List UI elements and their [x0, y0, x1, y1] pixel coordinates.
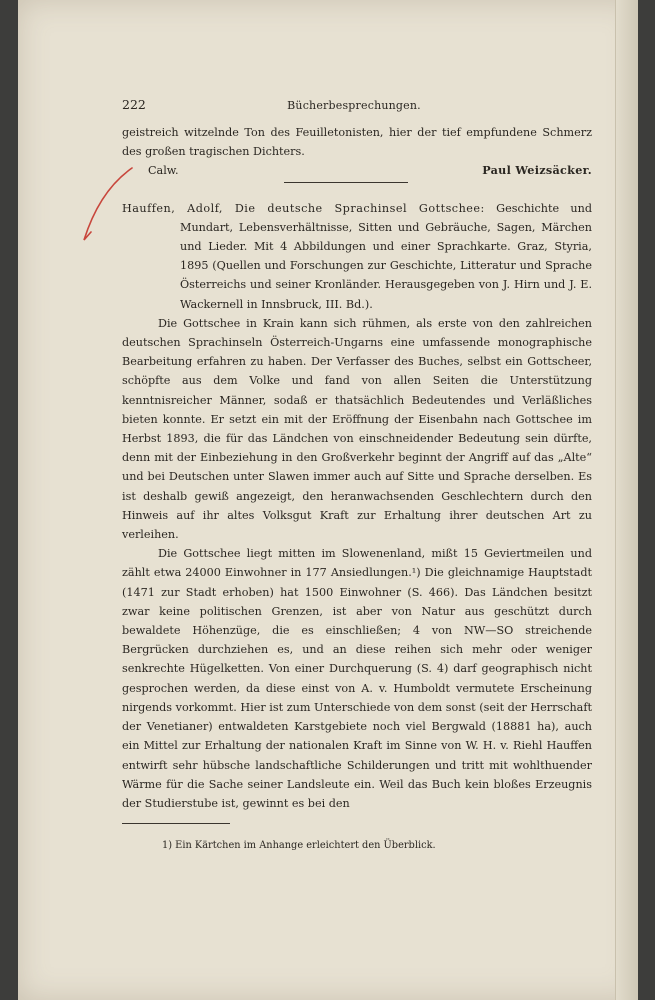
paragraph-2: Die Gottschee liegt mitten im Slowenenland, mißt 15 Geviertmeilen und zählt etwa 24000 Einwohner in 177 Ansiedlungen.¹) Die gleichnamige Hauptstadt (1471 zur Stadt erhoben) hat 1500 Einwohner (S. 466). Das Ländchen besitzt zwar keine politischen Grenzen, ist aber von Natur aus geschützt durch bewaldete Höhenzüge, die es einschließen; 4 von NW—SO streichende Bergrücken durchziehen es, und an diese reihen sich mehr oder weniger senkrechte Hügelketten. Von einer Durchquerung (S. 4) darf geographisch nicht gesprochen werden, da diese einst von A. v. Humboldt vermutete Erscheinung nirgends vorkommt. Hier ist zum Unterschiede von dem sonst (seit der Herrschaft der Venetianer) entwaldeten Karstgebiete noch viel Bergwald (18881 ha), auch ein Mittel zur Erhaltung der nationalen Kraft im Sinne von W. H. v. Riehl Hauffen entwirft sehr hübsche landschaftliche Schilderungen und tritt mit wohlthuender Wärme für die Sache seiner Landsleute ein. Weil das Buch kein bloßes Erzeugnis der Studierstube ist, gewinnt es bei den	[122, 547, 592, 810]
page-content	[122, 95, 592, 855]
book-page	[18, 0, 638, 1000]
entry-details: Geschichte und Mundart, Lebensverhältnisse, Sitten und Gebräuche, Sagen, Märchen und Lieder. Mit 4 Abbildungen und einer Sprachkarte. Graz, Styria, 1895 (Quellen und Forschungen zur Geschichte, Litteratur und Sprache Österreichs und seiner Kronländer. Herausgegeben von J. Hirn und J. E. Wackernell in Innsbruck, III. Bd.).	[180, 201, 592, 311]
page-gutter	[615, 0, 638, 1000]
entry-author-title: Hauffen, Adolf, Die deutsche Sprachinsel Gottschee:	[122, 201, 485, 215]
separator	[122, 181, 592, 195]
running-head: Bücherbesprechungen.	[287, 99, 421, 112]
footnote: 1) Ein Kärtchen im Anhange erleichtert den Überblick.	[162, 840, 436, 852]
reviewer-signature: Paul Weizsäcker.	[482, 163, 592, 178]
review-end-text: geistreich witzelnde Ton des Feuilletonisten, hier der tief empfundene Schmerz des großen tragischen Dichters.	[122, 126, 592, 159]
signature-row	[122, 161, 592, 180]
footnote-rule	[122, 823, 230, 824]
place-name: Calw.	[148, 164, 179, 178]
bibliographic-entry	[122, 199, 592, 314]
paragraph-1: Die Gottschee in Krain kann sich rühmen, als erste von den zahlreichen deutschen Sprachinseln Österreich-Ungarns eine umfassende monographische Bearbeitung erfahren zu haben. Der Verfasser des Buches, selbst ein Gottscheer, schöpfte aus dem Volke und fand von allen Seiten die Unterstützung kenntnisreicher Männer, sodaß er thatsächlich Bedeutendes und Verläßliches bieten konnte. Er setzt ein mit der Eröffnung der Eisenbahn nach Gottschee im Herbst 1893, die für das Ländchen von einschneidender Bedeutung sein dürfte, denn mit der Einbeziehung in den Großverkehr beginnt der Angriff auf das „Alte“ und bei Deutschen unter Slawen immer auch auf Sitte und Sprache derselben. Es ist deshalb gewiß angezeigt, den heranwachsenden Geschlechtern durch den Hinweis auf ihr altes Volksgut Kraft zur Erhaltung ihrer deutschen Art zu verleihen.	[122, 316, 592, 542]
page-number: 222	[122, 97, 146, 112]
page-header	[122, 95, 592, 123]
